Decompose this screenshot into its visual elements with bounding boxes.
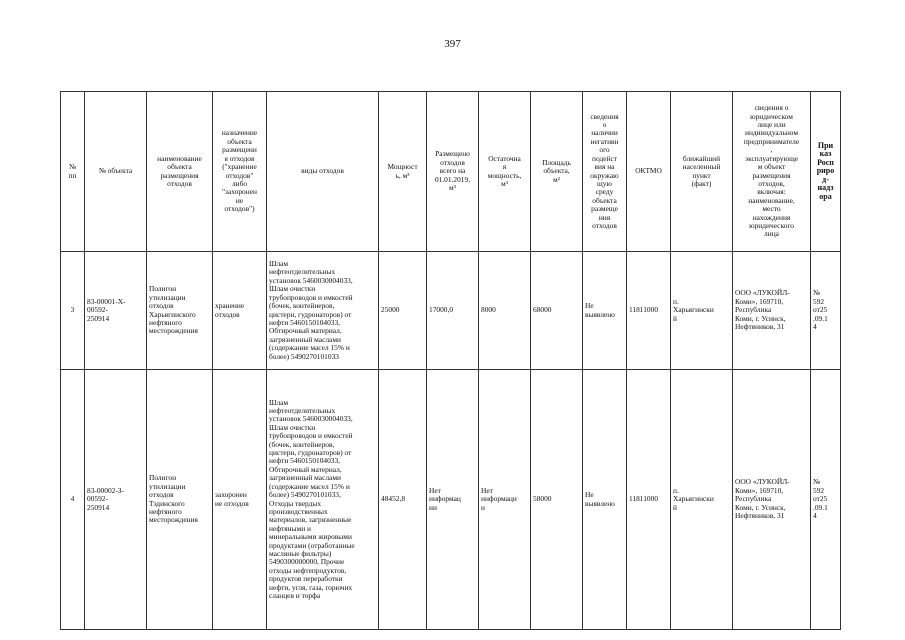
cell-object-id: 83-00002-З- 00592- 250914 bbox=[85, 370, 147, 630]
header-area: Площадь объекта, м² bbox=[531, 92, 583, 252]
cell-area: 68000 bbox=[531, 252, 583, 370]
cell-operator: ООО «ЛУКОЙЛ- Коми», 169710, Республика Коми, г. Усинск, Нефтяников, 31 bbox=[733, 252, 811, 370]
cell-capacity: 25000 bbox=[379, 252, 427, 370]
header-object-id: № объекта bbox=[85, 92, 147, 252]
cell-waste-types: Шлам нефтеотделительных установок 5460030004033, Шлам очистки трубопроводов и емкостей (бочек, контейнеров, цистерн, гудронаторов) от нефти 5460150104033, Обтирочный материал, загрязненный маслами (содержание масел 15% и более) 5490270101033 bbox=[267, 252, 379, 370]
header-capacity: Мощност ь, м³ bbox=[379, 92, 427, 252]
cell-oktmo: 11811000 bbox=[627, 370, 671, 630]
cell-capacity: 48452,8 bbox=[379, 370, 427, 630]
header-settlement: ближайший населенный пункт (факт) bbox=[671, 92, 733, 252]
header-purpose: назначение объекта размещени я отходов ("хранение отходов" либо "захоронен ие отходов") bbox=[213, 92, 267, 252]
cell-oktmo: 11811000 bbox=[627, 252, 671, 370]
cell-purpose: захоронен ие отходов bbox=[213, 370, 267, 630]
header-negative-impact: сведения о наличии негативн ого подейст вия на окружаю щую среду объекта размеще ния отходов bbox=[583, 92, 627, 252]
header-operator: сведения о юридическом лице или индивидуальном предпринимателе , эксплуатирующе м объект размещения отходов, включая: наименование, место нахождения юридического лица bbox=[733, 92, 811, 252]
cell-num: 3 bbox=[61, 252, 85, 370]
cell-settlement: п. Харьягински й bbox=[671, 370, 733, 630]
cell-area: 58000 bbox=[531, 370, 583, 630]
cell-order: № 592 от25 .09.1 4 bbox=[811, 370, 841, 630]
header-waste-types: виды отходов bbox=[267, 92, 379, 252]
cell-object-name: Полигон утилизации отходов Харьягинского нефтяного месторождения bbox=[147, 252, 213, 370]
cell-negative-impact: Не выявлено bbox=[583, 370, 627, 630]
header-order: При каз Росп риро д- надз ора bbox=[811, 92, 841, 252]
cell-object-id: 83-00001-Х- 00592- 250914 bbox=[85, 252, 147, 370]
header-num: № пп bbox=[61, 92, 85, 252]
page-number: 397 bbox=[444, 38, 461, 50]
table-row bbox=[61, 370, 841, 630]
cell-placed: 17000,0 bbox=[427, 252, 479, 370]
cell-settlement: п. Харьягински й bbox=[671, 252, 733, 370]
cell-remaining: 8000 bbox=[479, 252, 531, 370]
cell-waste-types: Шлам нефтеотделительных установок 5460030004033, Шлам очистки трубопроводов и емкостей (бочек, контейнеров, цистерн, гудронаторов) от нефти 5460150104033, Обтирочный материал, загрязненный маслами (содержание масел 15% и более) 5490270101033, Отходы твердых производственных материалов, загрязненные нефтяными и минеральными жировыми продуктами (отработанные масляные фильтры) 5490300000000, Прочие отходы нефтепродуктов, продуктов переработки нефти, угля, газа, горючих сланцев и торфа bbox=[267, 370, 379, 630]
header-oktmo: ОКТМО bbox=[627, 92, 671, 252]
table-header-row bbox=[61, 92, 841, 252]
cell-placed: Нет информац ии bbox=[427, 370, 479, 630]
header-remaining: Остаточна я мощность, м³ bbox=[479, 92, 531, 252]
cell-negative-impact: Не выявлено bbox=[583, 252, 627, 370]
header-placed: Размещено отходов всего на 01.01.2019, м³ bbox=[427, 92, 479, 252]
cell-num: 4 bbox=[61, 370, 85, 630]
cell-remaining: Нет информаци и bbox=[479, 370, 531, 630]
cell-operator: ООО «ЛУКОЙЛ- Коми», 169710, Республика Коми, г. Усинск, Нефтяников, 31 bbox=[733, 370, 811, 630]
table-row bbox=[61, 252, 841, 370]
waste-facilities-table bbox=[60, 91, 841, 630]
cell-purpose: хранение отходов bbox=[213, 252, 267, 370]
header-object-name: наименование объекта размещения отходов bbox=[147, 92, 213, 252]
cell-order: № 592 от25 .09.1 4 bbox=[811, 252, 841, 370]
cell-object-name: Полигон утилизации отходов Тэдинского нефтяного месторождения bbox=[147, 370, 213, 630]
